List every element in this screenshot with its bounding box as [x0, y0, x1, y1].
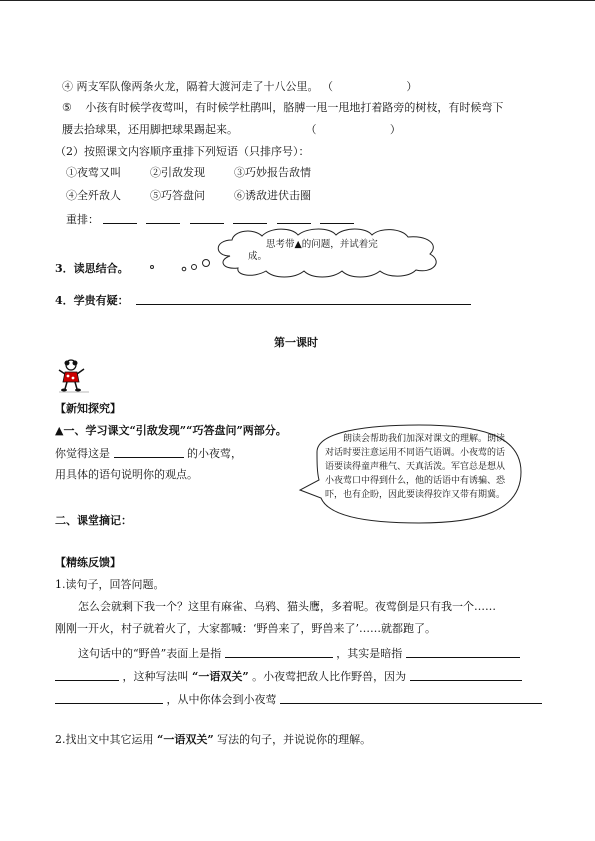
practice-1-blank-feeling[interactable] — [280, 692, 542, 704]
cloud-tail — [146, 258, 216, 274]
practice-1-blank-implied[interactable] — [406, 646, 520, 658]
section-class-notes: 二、课堂摘记： — [55, 514, 132, 527]
practice-1-blank-reason-cont[interactable] — [55, 692, 163, 704]
item-5-number: ⑤ — [62, 101, 72, 114]
question-4-blank[interactable] — [136, 293, 471, 305]
section-new-knowledge: 【新知探究】 — [55, 402, 121, 415]
section-practice: 【精练反馈】 — [55, 556, 121, 569]
practice-2-a: 2.找出文中其它运用 — [55, 733, 154, 746]
question-2-title: （2）按照课文内容顺序重排下列短语（只排序号）： — [55, 145, 310, 158]
cartoon-logo — [55, 358, 91, 394]
task-1-line1 — [55, 446, 242, 461]
practice-1-line1-prefix: 这句话中的“野兽”表面上是指 — [78, 647, 222, 660]
item-4-number: ④ — [62, 80, 73, 93]
item-4-answer-paren[interactable]: （ ） — [322, 80, 418, 93]
practice-1-line3 — [55, 692, 542, 707]
practice-1-line1 — [78, 646, 520, 661]
practice-1-blank-implied-cont[interactable] — [55, 669, 119, 681]
cloud-shape — [208, 226, 448, 280]
practice-1-line3-text: ，从中你体会到小夜莺 — [166, 693, 277, 706]
item-4 — [62, 80, 417, 94]
task-1-title: ▲一、学习课文“引敌发现”“巧答盘问”两部分。 — [55, 424, 287, 437]
phrase-6: ⑥诱敌进伏击圈 — [234, 189, 311, 202]
phrase-1: ①夜莺又叫 — [66, 166, 121, 179]
task-1-blank[interactable] — [114, 446, 184, 458]
phrase-2: ②引敌发现 — [150, 166, 205, 179]
practice-1-blank-reason[interactable] — [410, 669, 522, 681]
practice-1-line2 — [55, 669, 522, 684]
reading-tip-text: 朗读会帮助我们加深对课文的理解。朗读对话时要注意运用不同语气语调。小夜莺的话语要读得童声稚气、天真活泼。军官总是想从小夜莺口中得到什么，他的话语中有诱骗、恐吓，也有企盼，因此要读得狡诈又带有期冀。 — [325, 434, 506, 500]
practice-1-title: 1.读句子，回答问题。 — [55, 578, 165, 591]
reorder-blank-2[interactable] — [146, 212, 180, 224]
phrase-5: ⑤巧答盘问 — [150, 189, 205, 202]
phrase-3: ③巧妙报告敌情 — [234, 166, 311, 179]
task-1-line2: 用具体的语句说明你的观点。 — [55, 468, 198, 481]
reorder-blank-4[interactable] — [233, 212, 267, 224]
practice-1-blank-surface[interactable] — [225, 646, 333, 658]
item-5-text-line2: 腰去拾球果，还用脚把球果踢起来。 — [62, 123, 238, 136]
practice-1-line2-c: 。小夜莺把敌人比作野兽，因为 — [252, 670, 407, 683]
reorder-blank-1[interactable] — [103, 212, 137, 224]
practice-1-line1-middle: ，其实是暗指 — [336, 647, 403, 660]
item-5-line2 — [62, 123, 401, 137]
item-4-text: 两支军队像两条火龙，隔着大渡河走了十八公里。 — [76, 80, 319, 93]
practice-1-line2-a: ，这种写法叫 — [122, 670, 189, 683]
task-1-line1-prefix: 你觉得这是 — [55, 447, 110, 460]
reorder-row — [66, 212, 354, 227]
page-top-rule — [0, 0, 595, 1]
reorder-blank-5[interactable] — [277, 212, 311, 224]
question-3: 3．读思结合。 — [55, 262, 129, 275]
cloud-note-line1: 思考带▲的问题，并试着完 — [266, 239, 378, 250]
question-4-label: 4．学贵有疑： — [55, 294, 129, 307]
reorder-label: 重排： — [66, 213, 99, 226]
cloud-note-line2: 成。 — [248, 251, 268, 262]
practice-1-term: “一语双关” — [192, 670, 249, 683]
practice-2-term: “一语双关” — [157, 733, 214, 746]
item-5 — [62, 101, 503, 115]
practice-2 — [55, 733, 371, 747]
practice-1-quote-line2: 刚刚一开火，村子就着火了，大家都喊：‘野兽来了，野兽来了’……就都跑了。 — [55, 622, 436, 635]
item-5-text-line1: 小孩有时候学夜莺叫，有时候学杜鹃叫，胳膊一甩一甩地打着路旁的树枝，有时候弯下 — [85, 101, 504, 114]
lesson-title: 第一课时 — [274, 336, 318, 349]
reorder-blank-6[interactable] — [320, 212, 354, 224]
task-1-line1-suffix: 的小夜莺， — [187, 447, 242, 460]
reading-tip-bubble — [295, 422, 530, 526]
question-4-row — [55, 293, 471, 308]
practice-2-c: 写法的句子，并说说你的理解。 — [217, 733, 372, 746]
item-5-answer-paren[interactable]: （ ） — [305, 123, 401, 136]
practice-1-quote-line1: 怎么会就剩下我一个？这里有麻雀、乌鸦、猫头鹰，多着呢。夜莺倒是只有我一个…… — [78, 600, 496, 613]
reorder-blank-3[interactable] — [190, 212, 224, 224]
cartoon-figure-icon — [55, 358, 91, 394]
phrase-4: ④全歼敌人 — [66, 189, 121, 202]
thought-cloud — [208, 226, 448, 280]
